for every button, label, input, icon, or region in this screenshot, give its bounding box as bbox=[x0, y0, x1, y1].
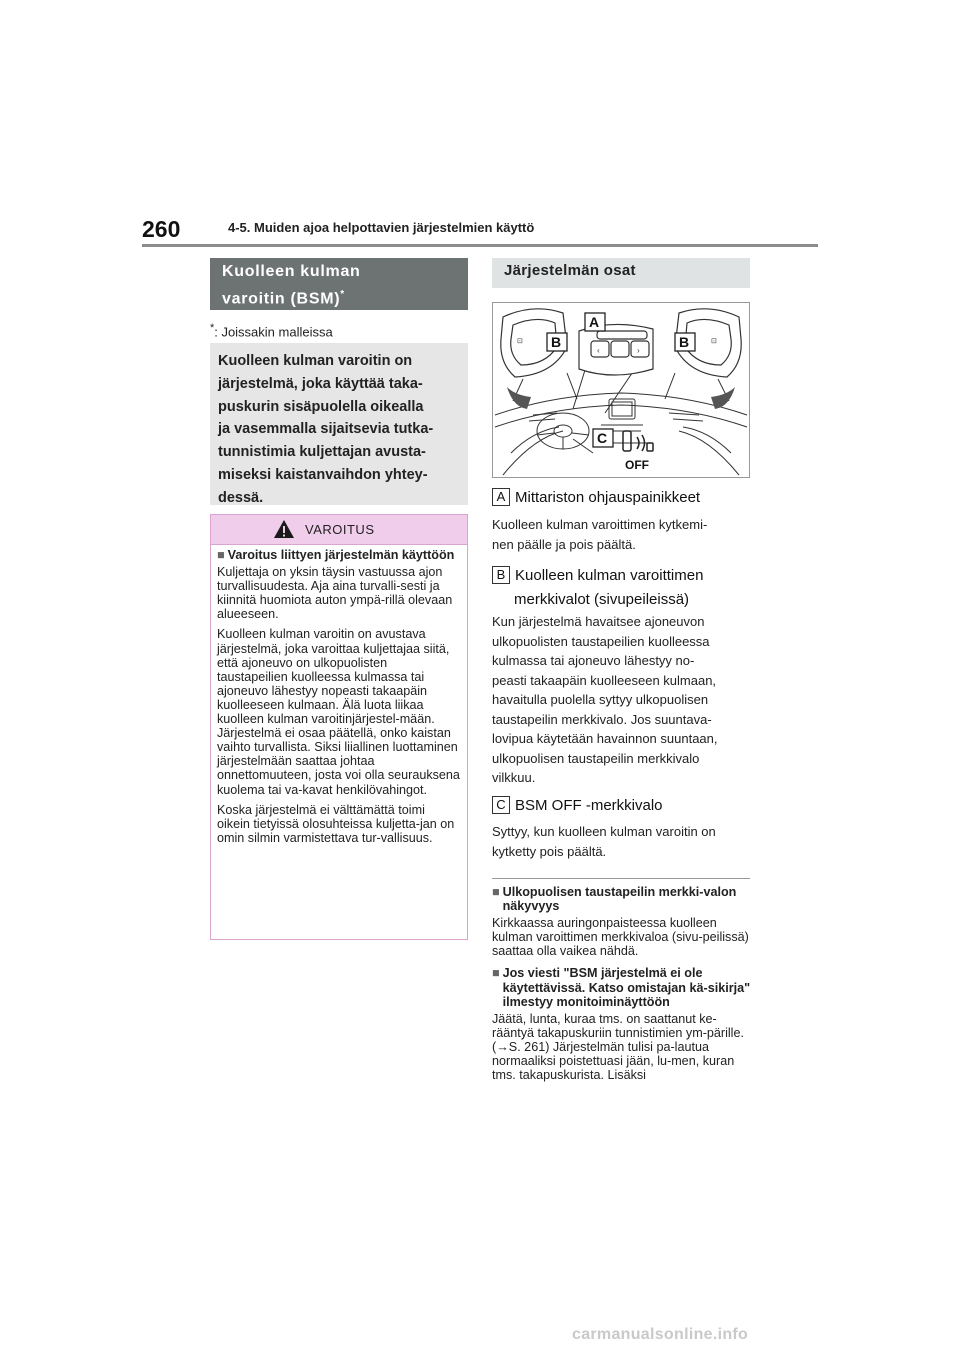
header-divider bbox=[142, 244, 818, 247]
text-line: havaitulla puolella syttyy ulkopuolisen bbox=[492, 692, 709, 707]
section-title-line1: Kuolleen kulman bbox=[222, 263, 361, 280]
components-title-box bbox=[492, 258, 750, 288]
item-letter: B bbox=[492, 566, 510, 584]
section-title-text: varoitin (BSM) bbox=[222, 290, 341, 308]
note-heading-text: Ulkopuolisen taustapeilin merkki-valon näkyvyys bbox=[502, 885, 737, 914]
component-item-a bbox=[492, 488, 700, 506]
bsm-off-label: OFF bbox=[625, 458, 649, 472]
page-header bbox=[142, 212, 818, 248]
warning-heading-text: Varoitus liittyen järjestelmän käyttöön bbox=[227, 548, 455, 562]
components-title: Järjestelmän osat bbox=[504, 262, 636, 279]
note-heading bbox=[492, 966, 752, 1008]
note-text: Kirkkaassa auringonpaisteessa kuolleen kulman varoittimen merkkivaloa (sivu-peilissä) saattaa olla vaikea nähdä. bbox=[492, 916, 749, 959]
text-line: Kuolleen kulman varoittimen kytkemi- bbox=[492, 517, 708, 532]
item-letter: A bbox=[492, 488, 510, 506]
text-line: taustapeilin merkkivalo. Jos suuntava- bbox=[492, 711, 712, 727]
intro-box bbox=[210, 343, 468, 505]
footnote-asterisk: * bbox=[210, 322, 215, 334]
warning-triangle-icon bbox=[273, 519, 295, 539]
warning-header bbox=[211, 515, 467, 545]
item-title-continued: merkkivalot (sivupeileissä) bbox=[514, 591, 690, 608]
intro-line: dessä. bbox=[218, 489, 264, 506]
intro-line: miseksi kaistanvaihdon yhtey- bbox=[218, 466, 428, 483]
text-line: lovipua käytetään havainnon suuntaan, bbox=[492, 731, 718, 746]
chapter-title: 4-5. Muiden ajoa helpottavien järjestelmien käyttö bbox=[228, 220, 535, 235]
component-item-b bbox=[492, 564, 703, 612]
text-line: ulkopuolisen taustapeilin merkkivalo bbox=[492, 750, 700, 766]
warning-paragraph: Kuolleen kulman varoitin on avustava järjestelmä, joka varoittaa kuljettajaa siitä, että ajoneuvo on ulkopuolisten taustapeilien kuolleessa kulmassa tai ajoneuvo lähestyy nopeasti takaapäin kuolleeseen kulmaan. Älä luota liikaa kuolleen kulman varoitinjärjestel-mään. Järjestelmä ei osaa päätellä, onko kaistan vaihto turvallista. Siksi liiallinen luottaminen järjestelmään saattaa johtaa onnettomuuteen, josta voi olla seurauksena kuolema tai va-kavat henkilövahingot. bbox=[217, 627, 460, 797]
intro-line: Kuolleen kulman varoitin on bbox=[218, 353, 413, 369]
intro-line: tunnistimia kuljettajan avusta- bbox=[218, 444, 426, 461]
svg-text:⊡: ⊡ bbox=[711, 338, 717, 345]
notes-divider bbox=[492, 878, 750, 879]
warning-paragraph: Kuljettaja on yksin täysin vastuussa ajon turvallisuudesta. Aja aina turvalli-sesti ja kiinnitä huomiota auton ympä-rillä olevaan alueeseen. bbox=[217, 565, 453, 622]
item-title: Kuolleen kulman varoittimen bbox=[515, 567, 704, 584]
item-title: Mittariston ohjauspainikkeet bbox=[515, 489, 701, 506]
section-title-line2 bbox=[222, 283, 456, 310]
component-item-b-text bbox=[492, 612, 718, 788]
note-heading-text: Jos viesti "BSM järjestelmä ei ole käytettävissä. Katso omistajan kä-sikirja" ilmestyy monitoiminäyttöön bbox=[502, 966, 751, 1009]
component-item-c-text bbox=[492, 822, 716, 861]
figure-label-b-left: B bbox=[551, 334, 562, 350]
section-title-box bbox=[210, 258, 468, 310]
intro-line: ja vasemmalla sijaitsevia tutka- bbox=[218, 421, 434, 438]
text-line: ulkopuolisten taustapeilien kuolleessa bbox=[492, 633, 710, 649]
dashboard-illustration bbox=[492, 302, 750, 478]
warning-label: VAROITUS bbox=[305, 522, 375, 537]
warning-box bbox=[210, 514, 468, 940]
page-number: 260 bbox=[142, 216, 181, 242]
text-line: kulmassa tai ajoneuvo lähestyy no- bbox=[492, 653, 695, 668]
text-line: vilkkuu. bbox=[492, 770, 536, 785]
component-item-c bbox=[492, 796, 663, 814]
component-item-a-text bbox=[492, 515, 707, 554]
notes-section bbox=[492, 885, 752, 1090]
text-line: Syttyy, kun kuolleen kulman varoitin on bbox=[492, 824, 716, 839]
text-line: nen päälle ja pois päältä. bbox=[492, 536, 636, 552]
note-text: Jäätä, lunta, kuraa tms. on saattanut ke-rääntyä takapuskuriin tunnistimien ym-pärille. (→S. 261) Järjestelmän tulisi pa-lautua normaaliksi poistettuasi jään, lu-men, kuran tms. takapuskurista. Lisäksi bbox=[492, 1011, 744, 1083]
svg-text:›: › bbox=[637, 346, 640, 355]
footnote-text: : Joissakin malleissa bbox=[214, 324, 333, 340]
intro-line: järjestelmä, joka käyttää taka- bbox=[218, 375, 423, 392]
square-bullet-icon: ■ bbox=[217, 548, 225, 562]
footnote-marker: * bbox=[340, 289, 345, 300]
item-title: BSM OFF -merkkivalo bbox=[515, 797, 663, 814]
footnote bbox=[210, 322, 333, 339]
note-heading bbox=[492, 885, 752, 913]
warning-subheading bbox=[217, 548, 460, 562]
figure-label-c: C bbox=[597, 430, 608, 446]
watermark: carmanualsonline.info bbox=[572, 1326, 749, 1343]
figure-label-b-right: B bbox=[679, 334, 690, 350]
item-letter: C bbox=[492, 796, 510, 814]
text-line: kytketty pois päältä. bbox=[492, 843, 607, 859]
warning-paragraph: Koska järjestelmä ei välttämättä toimi oikein tietyissä olosuhteissa kuljetta-jan on omin silmin varmistettava tur-vallisuus. bbox=[217, 802, 455, 845]
text-line: Kun järjestelmä havaitsee ajoneuvon bbox=[492, 614, 705, 629]
svg-text:‹: ‹ bbox=[597, 346, 600, 355]
dashboard-line-art bbox=[493, 303, 749, 477]
intro-text bbox=[218, 350, 460, 510]
intro-line: puskurin sisäpuolella oikealla bbox=[218, 398, 424, 415]
svg-text:⊡: ⊡ bbox=[517, 338, 523, 345]
square-bullet-icon: ■ bbox=[492, 966, 500, 981]
text-line: peasti takaapäin kuolleeseen kulmaan, bbox=[492, 672, 717, 688]
warning-body bbox=[211, 545, 467, 845]
square-bullet-icon: ■ bbox=[492, 885, 500, 899]
figure-label-a: A bbox=[589, 314, 600, 330]
